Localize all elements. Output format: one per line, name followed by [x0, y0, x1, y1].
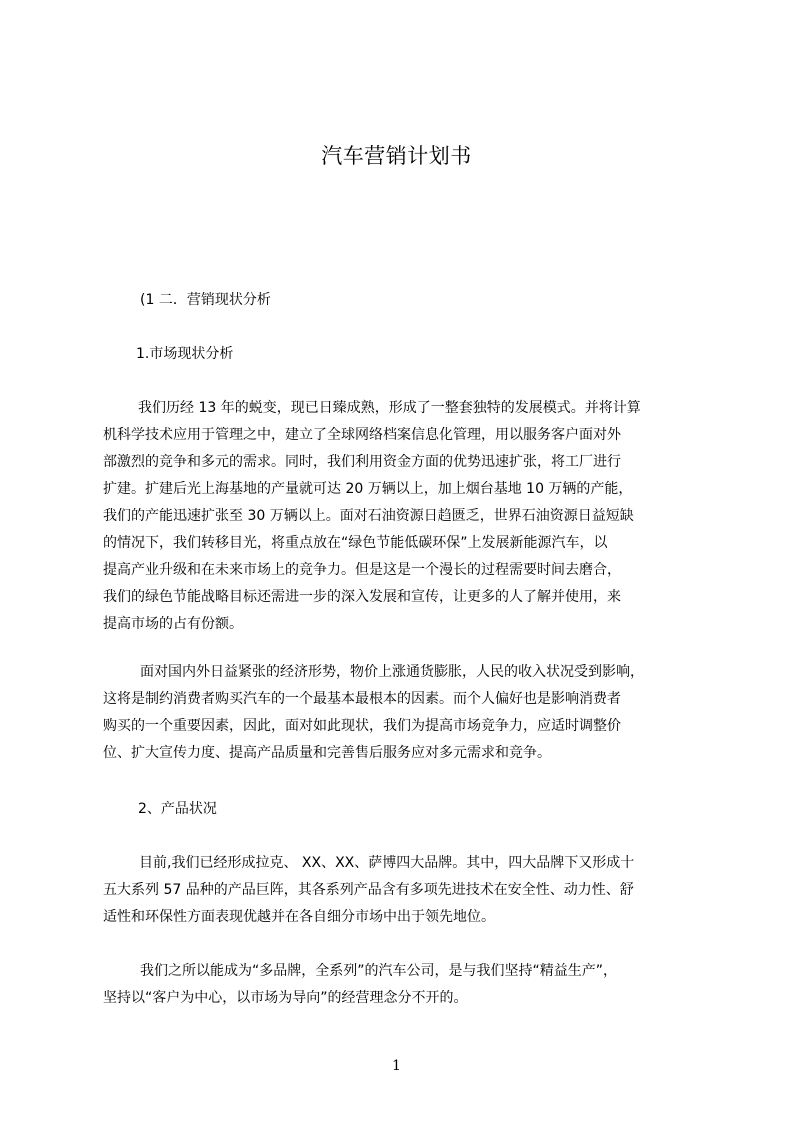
subsection-heading-products: 2、产品状况	[138, 801, 217, 817]
paragraph-line: 提高产业升级和在未来市场上的竞争力。但是这是一个漫长的过程需要时间去磨合，	[103, 562, 621, 578]
paragraph-line: 我们历经 13 年的蜕变，现已日臻成熟，形成了一整套独特的发展模式。并将计算	[138, 400, 641, 416]
paragraph-line: 坚持以“客户为中心，以市场为导向”的经营理念分不开的。	[103, 990, 468, 1006]
paragraph-line: 目前,我们已经形成拉克、 XX、XX、萨博四大品牌。其中，四大品牌下又形成十	[139, 855, 635, 871]
paragraph-line: 适性和环保性方面表现优越并在各自细分市场中出于领先地位。	[103, 909, 495, 925]
paragraph-line: 位、扩大宣传力度、提高产品质量和完善售后服务应对多元需求和竞争。	[103, 745, 551, 761]
paragraph-line: 我们的产能迅速扩张至 30 万辆以上。面对石油资源日趋匮乏，世界石油资源日益短缺	[103, 508, 634, 524]
paragraph-line: 这将是制约消费者购买汽车的一个最基本最根本的因素。而个人偏好也是影响消费者	[103, 691, 621, 707]
paragraph-line: 我们的绿色节能战略目标还需进一步的深入发展和宣传，让更多的人了解并使用，来	[103, 589, 621, 605]
paragraph-line: 机科学技术应用于管理之中，建立了全球网络档案信息化管理，用以服务客户面对外	[103, 427, 621, 443]
subsection-heading-market: 1.市场现状分析	[136, 346, 234, 362]
document-title: 汽车营销计划书	[321, 144, 472, 168]
page-number: 1	[392, 1058, 401, 1074]
paragraph-line: 我们之所以能成为“多品牌，全系列”的汽车公司，是与我们坚持“精益生产”，	[140, 963, 618, 979]
paragraph-line: 的情况下，我们转移目光，将重点放在“绿色节能低碳环保”上发展新能源汽车，以	[103, 535, 608, 551]
paragraph-line: 购买的一个重要因素，因此，面对如此现状，我们为提高市场竞争力，应适时调整价	[103, 718, 621, 734]
paragraph-line: 扩建。扩建后光上海基地的产量就可达 20 万辆以上，加上烟台基地 10 万辆的产能，	[103, 481, 633, 497]
paragraph-line: 面对国内外日益紧张的经济形势，物价上涨通货膨胀，人民的收入状况受到影响，	[140, 664, 644, 680]
paragraph-line: 部激烈的竞争和多元的需求。同时，我们利用资金方面的优势迅速扩张，将工厂进行	[103, 454, 621, 470]
paragraph-line: 提高市场的占有份额。	[103, 616, 243, 632]
section-heading: (1 二．营销现状分析	[140, 292, 271, 308]
paragraph-line: 五大系列 57 品种的产品巨阵，其各系列产品含有多项先进技术在安全性、动力性、舒	[103, 882, 634, 898]
